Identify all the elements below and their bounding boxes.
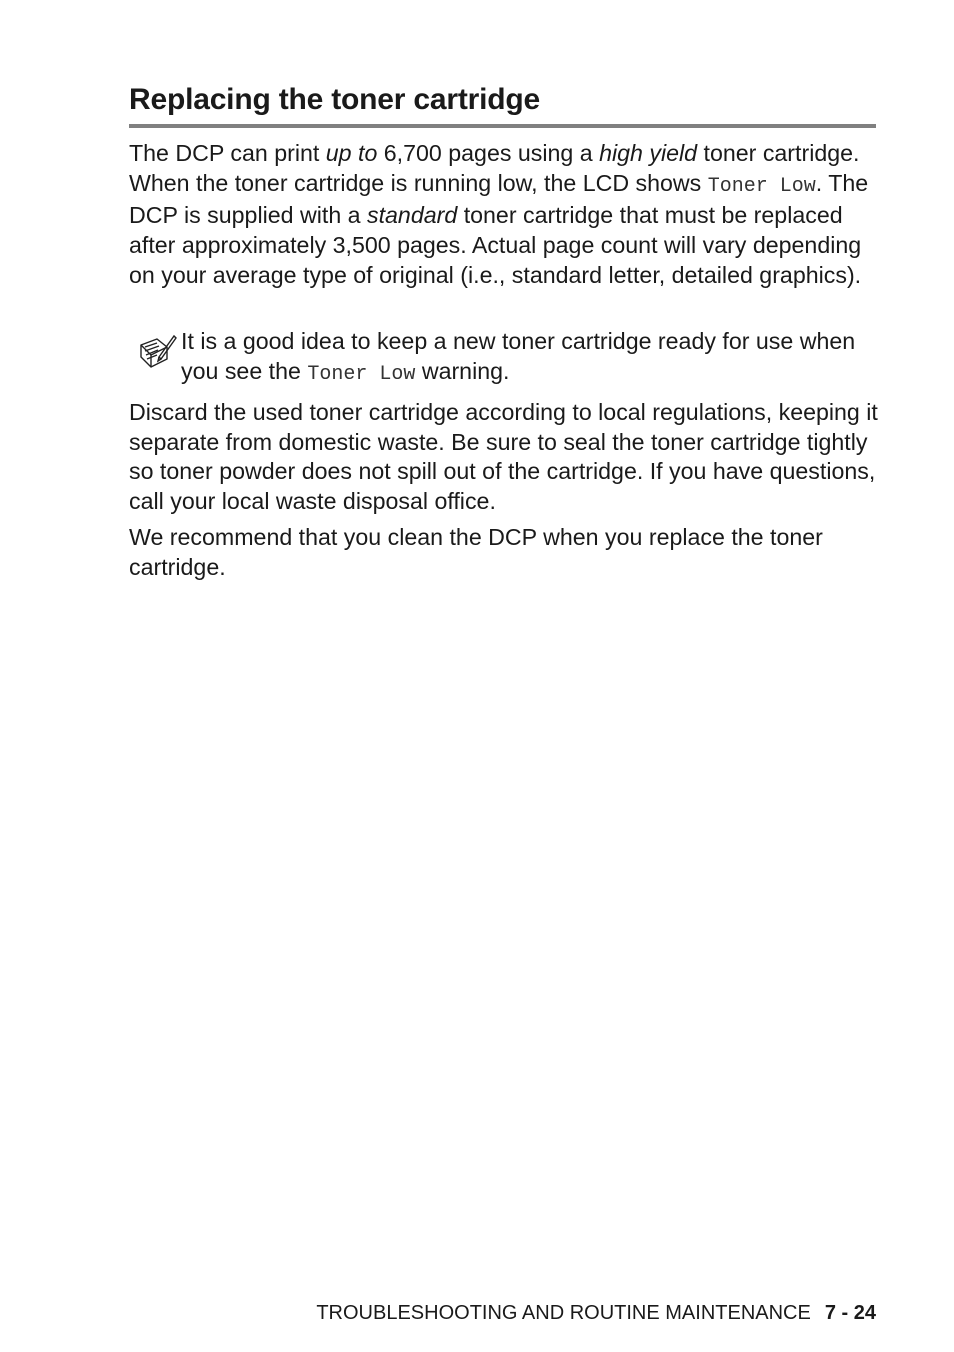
page-footer bbox=[316, 1300, 876, 1326]
lcd-message: Toner Low bbox=[707, 174, 816, 198]
text-span: toner cartridge. When the toner cartridge is running low, the LCD shows bbox=[129, 140, 860, 196]
lcd-message: Toner Low bbox=[307, 362, 416, 386]
footer-page-number: 7 - 24 bbox=[824, 1302, 876, 1324]
footer-section-title: TROUBLESHOOTING AND ROUTINE MAINTENANCE bbox=[316, 1302, 811, 1324]
text-span: It is a good idea to keep a new toner cartridge ready for use when you see the bbox=[181, 328, 856, 384]
text-span: toner cartridge that must be replaced after approximately 3,500 pages. Actual page count will vary depending on your average type of original (i.e., standard letter, detailed graphics). bbox=[129, 202, 862, 288]
page-title: Replacing the toner cartridge bbox=[129, 83, 540, 116]
emphasis-high-yield: high yield bbox=[599, 140, 698, 166]
text-span: 6,700 pages using a bbox=[377, 140, 600, 166]
text-span: warning. bbox=[415, 357, 510, 384]
text-span: . The DCP is supplied with a bbox=[129, 169, 869, 229]
emphasis-standard: standard bbox=[367, 202, 458, 229]
cleaning-paragraph: We recommend that you clean the DCP when you replace the toner cartridge. bbox=[129, 524, 823, 580]
title-underline bbox=[129, 124, 876, 128]
note-pencil-icon bbox=[137, 333, 177, 373]
emphasis-up-to: up to bbox=[325, 140, 378, 166]
disposal-paragraph: Discard the used toner cartridge according to local regulations, keeping it separate from domestic waste. Be sure to seal the toner cartridge tightly so toner powder does not spill out of the cartridge. If you have questions, call your local waste disposal office. bbox=[129, 399, 878, 515]
intro-paragraph bbox=[129, 139, 889, 291]
text-span: The DCP can print bbox=[129, 140, 326, 166]
note-text bbox=[181, 327, 881, 389]
